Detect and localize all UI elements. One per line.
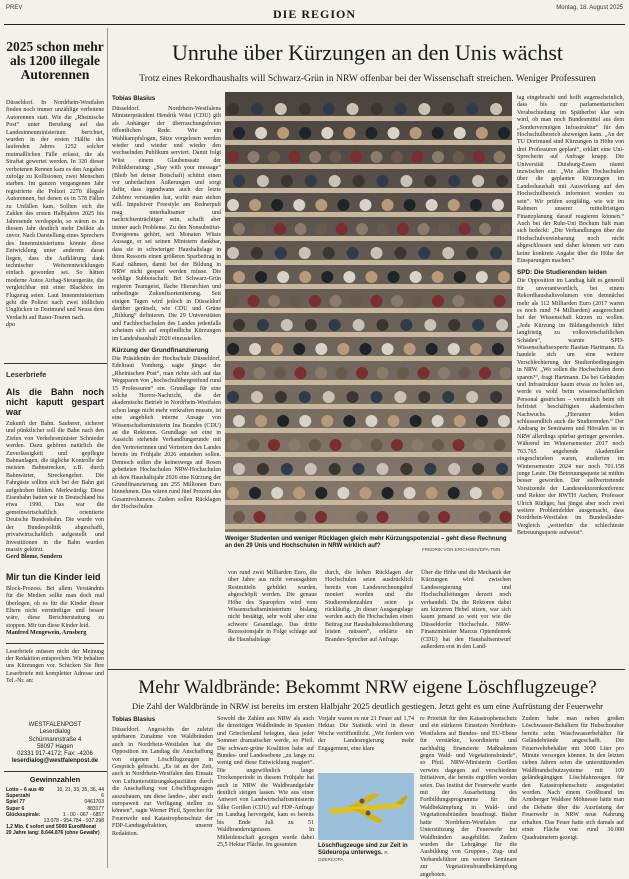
- letter2-body: Block-Prozess. Bei allem Verständnis für die Medien sollte man doch mal überlegen, ob es für die Kinder dieser Eltern nicht vernünftiger und besser wäre, diese Berichterstattung zu stoppen. Mir tun diese Kinder leid.: [6, 585, 104, 629]
- article2-column-2: [217, 716, 314, 870]
- letters-column: [6, 383, 104, 721]
- firefighting-plane-image: [318, 773, 414, 840]
- article2-column-4: [420, 716, 517, 878]
- section-rule: [108, 669, 625, 670]
- lotto-table: [6, 787, 104, 837]
- lotto-label: Lotto – 6 aus 49: [6, 787, 44, 793]
- photo2-caption-text: Löschflugzeuge sind zur Zeit in Südeuropa unterwegs.: [318, 843, 408, 856]
- article-body: tag eingebracht und hofft augenscheinlich, dass bis zur parlamentarischen Verabschiedung im Spätherbst klar sein wird, ob man noch Bundesmittel aus dem „Sondervermögen Infrastruktur“ für den Hochschulbereich abzweigen kann. „An der TU Dortmund sind Kürzungen in Höhe von drei Professuren geplant“, erklärt eine Uni-Sprecherin auf Anfrage knapp. Die Universität Duisburg-Essen räumt inzwischen ein: „Wie allen Hochschulen über die geplanten Kürzungen im Landeshaushalt mit Auswirkung auf den Hochschulbereich informiert worden zu sein“. Wir prüfen sorgfältig, wie wir im Rahmen unserer mittelfristigen Finanzplanung darauf reagieren können.“ Auch bei der Ruhr-Uni Bochum hält man sich bedeckt: „Die Verhandlungen über die Hochschulvereinbarung noch nicht abgeschlossen und daher können wir zum keine konkrete Angabe über die Höhe der Einsparungen machen.“: [517, 95, 624, 264]
- article2-author: Tobias Blasius: [112, 716, 156, 723]
- lotto-row: 1,2 Mio. € sofort und 5000 Euro/Monat: [6, 824, 97, 831]
- lotto-label: Super 6: [6, 805, 25, 812]
- article-subhead: SPD: Die Studierenden leiden: [517, 269, 607, 277]
- article-body: Die Präsidentin der Hochschule Düsseldorf, Edeltraut Vomberg, sagte jüngst der „Rheinischen Post“, man richte sich auf das Wegsparen von „hochschulübergreifend rund 15 Professuren“ ein. Grundlage für eine solche Horror-Nachricht, die der akademische Betrieb in Nordrhein-Westfalen schon lange nicht mehr verkraften musste, ist eine angeblich interne Ansage von Wissenschaftsministerin Ina Brandes (CDU) an die Rektoren. Grundlage sei eine in Aussicht stehende Verhandlungsrunde mit den Vertreterinnen und Vertretern des Landes bereits im Frühjahr 2026 entstehen sollen. Dennoch sollen die keineswegs auf Rosen gebetteten Hochschulen NRW-Hochschulen ab dem Haushaltsjahr 2026 eine Kürzung der Grundfinanzierung um 255 Millionen Euro hinnehmen. Das wären rund fünf Prozent des Gesamtvolumens. Zudem sollen Rücklagen der Hochschulen: [112, 356, 221, 511]
- article2-headline: Mehr Waldbrände: Bekommt NRW eigene Löschflugzeuge?: [138, 677, 597, 698]
- article-column-3: [228, 570, 317, 665]
- lotto-value: 6: [101, 793, 104, 800]
- article-headline: Unruhe über Kürzungen an den Unis wächst: [172, 40, 563, 65]
- divider: [4, 771, 107, 772]
- lecture-hall-image: [225, 92, 512, 532]
- article-body: Über die Höhe und die Mechanik der Kürzungen wird zwischen Landesregierung und Hochschulleitungen derzeit noch verhandelt. Da die Rektoren dabei am kürzeren Hebel sitzen, war sich kaum jemand so weit vor wie die Düsseldorfer Hochschule. NRW-Finanzminister Marcus Optendenrek (CDU) hat den Haushaltsentwurf außerdem erst in den Land-: [421, 570, 511, 651]
- article2-body: Zudem habe man neben großen Löschwasser-Behältern für Hubschrauber bereits zehn Waschwasserbehälter für Geländebrände angeschafft. Die Feuerwehrbehälter mit 3000 Liter pro Minute versorgen können. In den letzten sieben Jahren seien die unterstützenden Waldbrandschutzsysteme mit 109 geländegängigen Löschfahrzeugen für den Katastrophenschutz ausgestattet worden. Nach einem Großbrand im Arnsberger Waldsee Möhnesee hätte man die Debatte über die Ausrüstung der Feuerwehr in NRW neue Nahrung erhalten. Das Feuer hatte sich damals auf einer Fläche von rund 30.000 Quadratmetern gezeigt.: [522, 716, 624, 841]
- letter1-title: Als die Bahn noch nicht kaputt gespart war: [6, 387, 104, 417]
- sidebar-headline: 2025 schon mehr als 1200 illegale Autorennen: [6, 39, 104, 82]
- contact-line: Leserdialog: [39, 729, 71, 736]
- lotto-value: 1 - 00 - 067 - 6857: [62, 811, 104, 818]
- article2-body: Düsseldorf. Angesichts der zuletzt spürbaren Zunahme von Waldbränden auch in Nordrhein-Westfalen hat die Opposition im Landtag die Anschaffung von eigenen Löschflugzeugen in Gespräch gebracht. „Es ist an der Zeit, auch in Nordrhein-Westfalen den Einsatz von Luftunterstützungskapazitäten durch die Anschaffung von Löschflugzeugen auszubauen, um diese landes-, aber auch europaweit zur Verfügung stellen zu können“, sagte Werner Pfeil, Sprecher für Feuerwehr und Katastrophenschutz der FDP-Landtagsfraktion, unserer Redaktion.: [112, 727, 213, 837]
- lotto-value: 0461703: [84, 799, 104, 806]
- letter2-author: Manfred Mengewein, Arnsberg: [6, 630, 87, 637]
- lotto-label: Spiel 77: [6, 799, 25, 806]
- sidebar-article: [6, 100, 104, 358]
- contact-line: Schürmannstraße 4: [28, 736, 82, 743]
- article2-column-1: [112, 716, 213, 870]
- section-title: DIE REGION: [272, 7, 356, 21]
- article-body: durch, die hohen Rücklagen der Hochschulen seien ausdrücklich bereits vom Landesrechnungshof moniert worden und die Studierendenzahlen seien ja rückläufig. „In dieser Ausgangslage werden auch die Hochschulen einen Beitrag zur Haushaltskonsolidierung leisten müssen“, erklärte ein Brandes-Sprecher auf Anfrage.: [325, 570, 413, 643]
- article-subhead: Kürzung der Grundfinanzierung: [112, 347, 209, 354]
- lecture-hall-photo: [225, 92, 512, 532]
- lotto-value: 10, 21, 33, 35, 36, 44: [56, 787, 104, 793]
- article2-column-5: [522, 716, 624, 870]
- agency-tag: dpa: [6, 322, 15, 329]
- article2-body: Vorjahr waren es nur 21 Feuer auf 1,74 Hektar. Die Statistik wird in dieser Woche veröffentlicht. „Wir fordern von der Landesregierung mehr Engagement, eine klare: [318, 716, 414, 752]
- page-marker: PREV: [6, 5, 23, 11]
- letter2-title: Mir tun die Kinder leid: [6, 571, 101, 582]
- lotto-heading: Gewinnzahlen: [29, 775, 81, 784]
- photo2-caption: [318, 843, 414, 864]
- firefighting-plane-photo: [318, 773, 414, 840]
- lotto-row: 20 Jahre lang: 8.644.876 (ohne Gewähr): [6, 830, 100, 837]
- contact-line: 02331 917-4172; Fax: -4206: [17, 751, 93, 758]
- article-body: Die Opposition im Landtag hält es generell für unverantwortlich, bei einem Rekordhaushaltsvolumen von demnächst mehr als 112 Milliarden Euro (2017 waren es noch rund 74 Milliarden) ausgerechnet bei der Wissenschaft kürzen zu wollen. „Jede Kürzung im Bildungsbereich führt langfristig zu volkswirtschaftlichen Schäden“, warnte SPD-Wissenschaftsexperte Bastian Hartmann. Es handele sich um eine weitere Verschlechterung der Studienbedingungen in NRW. „Wo sollen die Hochschulen denn sparen?“, fragt Hartmann. Da bei Gebäuden und Infrastruktur kaum etwas zu holen sei, werde es wohl beim wissenschaftlichen Personal gestrichen – vermutlich beim oft befristet beschäftigten akademischen Nachwuchs. „Hierunter leiden schlussendlich auch die Studierenden.“ Der Andrang in Seminaren und Hörsälen ist in NRW allerdings spürbar geringer geworden. Während im Wintersemester 2017 noch 763.765 angehende Akademiker eingeschrieben waren, studierten im Wintersemester 2024 nur noch 701.158 junge Leute. Die Betreuungsquote ist mithin besser geworden. Der stellvertretende Vorsitzende der Landesrektorenkonferenz und Rektor der RWTH Aachen, Professor Ulrich Rüdiger, hat jüngst aber noch zwei weitere Problemfelder ausgemacht, dass Nordrhein-Westfalen im Bundesländer-Vergleich „weiterhin die schlechteste Betreuungsquote aufweist“.: [517, 278, 624, 537]
- article-author: Tobias Blasius: [112, 95, 156, 102]
- contact-block: [6, 722, 104, 766]
- sidebar-article-body: Düsseldorf. In Nordrhein-Westfalen finden noch immer unzählige verbotene Autorennen statt. Wie die „Rheinische Post“ unter Berufung auf das Landesinnenministerium berichtet, wurden in der ersten Hälfte des laufenden Jahres 1252 solcher mutmaßlichen Fälle erfasst, die als Straftat gewertet werden. In 320 dieser verbotenen Rennen kam es den Angaben zufolge zu Kollisionen, zwei Menschen starben. Im ganzen vergangenen Jahr registrierte die Polizei 2270 illegale Autorennen, bei denen es in 578 Fällen zu Unfällen kam. Sollten sich die Zahlen des ersten Halbjahres 2025 bis Jahresende verdoppeln, so wären es in diesem Jahr deutlich mehr Delikte als zuvor. Nach Darstellung eines Sprechers des Innenministeriums könnte diese Entwicklung unter anderem daran liegen, dass die Aufklärung dank technischer Weiterentwicklungen einfach geworden sei. So hätten moderne Autos Airbag-Steuergeräte, die vergleichbar mit einer Blackbox im Flugzeug seien. Laut Innenministerium geht die Polizei nach zwei tödlichen Unglücken in Dortmund und Neuss dem Verdacht auf Raser-Touren nach.: [6, 100, 104, 321]
- article-column-1: [112, 95, 221, 661]
- article2-body: re Priorität für den Katastrophenschutz und ein stärkeres Einsetzen Nordrhein-Westfalens auf Bundes- und EU-Ebene für verstärkte, koordinierte und nachhaltig finanzierte Maßnahmen gegen Wald- und Vegetationsbrände“, so Pfeil. NRW-Ministerin Gorißen verwies dagegen auf verschiedene Initiativen, die bereits ergriffen worden seien. Das Institut der Feuerwehr wurde mit der Ausarbeitung des Fortbildungsprogramms für die Waldbekämpfung in Wald- und Vegetationsbränden beauftragt. Bisher hatte Nordrhein-Westfalen zur Unterstützung der Feuerwehr bei Waldbränden ausgebildet. Zudem wurden die Lehrgänge für die Ausbildung von Gruppen-, Zug- und Verbandsführer um weitere Seminare zur Vegetationsbrandbekämpfung angeboten.: [420, 716, 517, 878]
- article2-subheadline: Die Zahl der Waldbrände in NRW ist bereits im ersten Halbjahr 2025 deutlich gestiegen. Jetzt geht es um eine Aufrüstung der Feuerwehr: [131, 701, 604, 711]
- letter1-author: Gerd Blome, Sundern: [6, 554, 63, 561]
- letter1-body: Zukunft der Bahn. Sauberer, sicherer und pünktlicher soll die Bahn nach den Zielen von Verkehrsminister Schnieder werden. Dazu gehören natürlich die Zuverlässigkeit und gepflegte Bahnanlagen, die tägliche Kontrolle der meisten Bahnstrecken, z.B. durch Bahnwärter, Streckengeher. Die Fahrgäste sollten sich bei der Bahn gut aufgehoben fühlen. Merkwürdig: Diese Eisenbahn hatten wir in Deutschland bis etwa 1990. Das war die gemeinwirtschaftlich orientierte Deutsche Bundesbahn. Die wurde von der Bundespolitik abgeschafft, privatwirtschaftlich aufgestellt und Investitionen in die Bahn wurden massiv gekürzt.: [6, 421, 104, 553]
- lotto-label: Glücksspirale:: [6, 811, 41, 818]
- letters-heading: Leserbriefe: [6, 370, 47, 379]
- lotto-value: 13.078 - 954.784 - 937.298: [43, 818, 104, 825]
- article-column-5: [421, 570, 511, 665]
- article-column-4: [325, 570, 413, 665]
- issue-date: Montag, 18. August 2025: [556, 5, 623, 11]
- photo-credit: FREDRIK VON ERICHSEN/DPA-TMN: [422, 547, 501, 552]
- article-column-6: [517, 95, 624, 665]
- article-body: von rund zwei Milliarden Euro, die über Jahre aus nicht verausgabten Restmitteln gebildet wurden, abgeschöpft werden. Die genaue Höhe des Sparopfers wird vom Wissenschaftsministerium bislang nicht bestätigt, sehr wohl aber eine schwere Gesamtlage. Das dritte Rezessionsjahr in Folge schlage auf die Haushaltslage: [228, 570, 317, 643]
- contact-email[interactable]: leserdialog@westfalenpost.de: [11, 758, 99, 765]
- lotto-value: 883177: [87, 805, 104, 812]
- header-rule: [4, 24, 625, 25]
- contact-line: 58097 Hagen: [36, 743, 74, 750]
- article2-body: Sowohl die Zahlen aus NRW als auch die derzeitigen Waldbrände in Spanien und Griechenland belegten, dass jeder Sommer dramatischer werde, so Pfeil. Die schwarz-grüne Koalition habe auf Bundes- und Landesebene „zu lange zu wenig und diese Entwicklung reagiert“. Die ungewöhnlich lange Trockenperiode in diesem Frühjahr hat auch in NRW die Waldbrandgefahr deutlich steigen lassen. Wie aus einer Antwort von Landwirtschaftsministerin Silke Gorißen (CDU) auf FDP-Anfrage im Landtag hervorgeht, kam es bereits bis Ende Juli zu 51 Waldbrandereignissen. In Mitleidenschaft gezogen wurde dabei 25,5 Hektar Fläche. Im gesamten: [217, 716, 314, 848]
- contact-line: WESTFALENPOST: [28, 722, 82, 728]
- letters-note: Leserbriefe müssen nicht der Meinung der Redaktion entsprechen. Wir behalten uns Kürzungen vor. Schicken Sie Ihre Leserbriefe mit kompletter Adresse und Tel.-Nr. an:: [6, 648, 104, 685]
- photo-caption: Weniger Studenten und weniger Rücklagen gleich mehr Kürzungspotenzial – geht diese Rechnung an den 29 Unis und Hochschulen in NRW wirklich auf?: [225, 536, 507, 550]
- lotto-label: Superzahl: [6, 793, 30, 800]
- article2-column-3: [318, 716, 414, 771]
- photo2-credit: R. OZERCOPA: [318, 850, 389, 862]
- article-subheadline: Trotz eines Rekordhaushalts will Schwarz-Grün in NRW offenbar bei der Wissenschaft streichen. Weniger Professuren: [139, 73, 596, 84]
- divider: [6, 643, 104, 644]
- column-rule: [107, 28, 108, 868]
- divider: [4, 363, 107, 364]
- article-body: Düsseldorf. Nordrhein-Westfalens Ministerpräsident Hendrik Wüst (CDU) gilt als Anhänger der überraschungsfreien öffentlichen Rede. Wie ein Wahlkampfslogan, Sätze vorgelesen werden wieder und wieder und wieder den wechselnden Publikum serviert. Damit folgt Wüst einem Glaubenssatz der Politikberatung: „Stay with your message“ (Bleib bei deiner Botschaft) schützt einen vor unbedachten Äußerungen und sorgt dafür, dass irgendwann auch der letzte Zuhörer verstanden hat, wofür man stehen will. Impulsiver Freestyle am Rednerpult mag unterhaltsamer und nachrichtenträchtiger sein, schafft aber immer auch Probleme. Zu den Nonsubstitut-Evergreens gehört, seit Monaten Wüsts Aussage, er sei seinen Ministern dankbar, dass sie in schwieriger Haushaltslage in ihren Ressorts einen größeren Sparbeitrag in Kauf nähmen, damit bei der Bildung in NRW nicht gespart werden müsse. Die wohlige Subbotschaft: Bei Schwarz-Grün regieren Teamgeist, flache Hierarchien und unbedingte Zukunftsorientierung. Seit einigen Tagen wird jedoch in Düsseldorf darüber gerätselt, wie CDU und Grüne „Bildung“ definieren. Die 29 Universitäten und Fachhochschulen des Landes jedenfalls scheinen sich auf empfindliche Kürzungen im Landeshaushalt 2026 einzustellen.: [112, 106, 221, 342]
